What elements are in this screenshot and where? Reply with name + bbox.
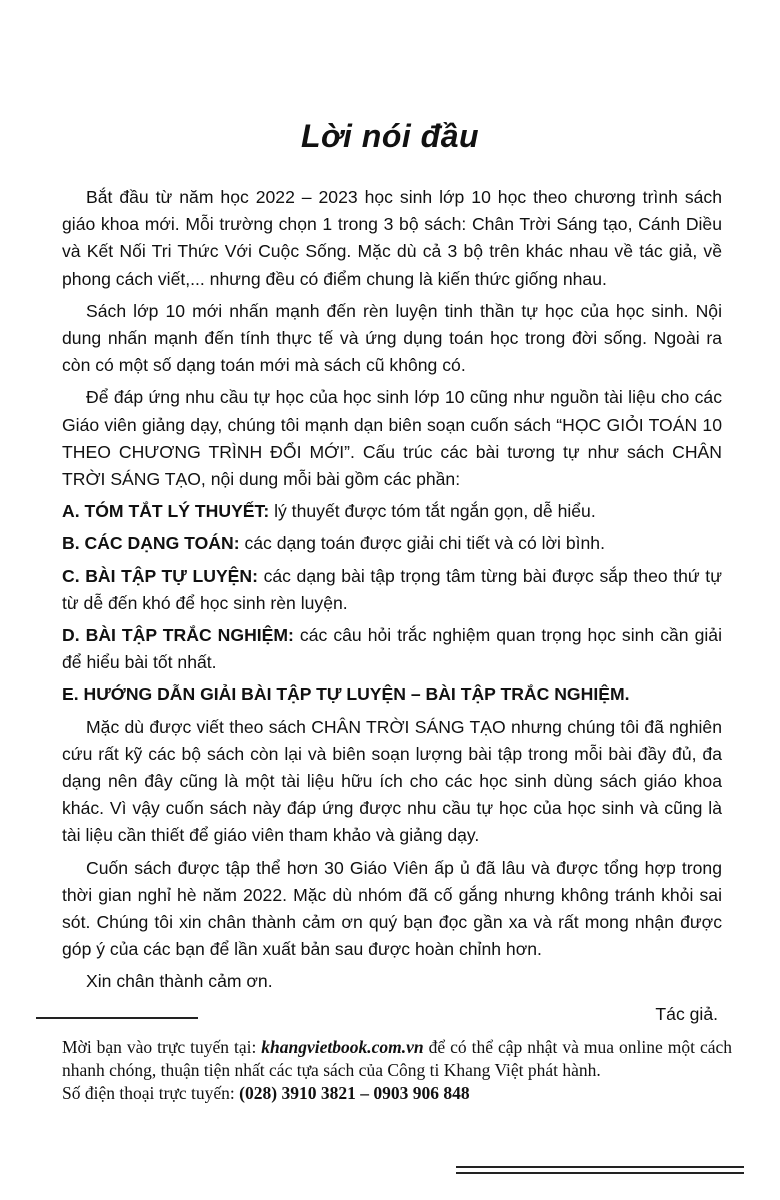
preface-body (62, 184, 722, 1045)
paragraph-acknowledgement: Cuốn sách được tập thể hơn 30 Giáo Viên ấp ủ đã lâu và được tổng hợp trong thời gian nghỉ hè năm 2022. Mặc dù nhóm đã cố gắng nhưng không tránh khỏi sai sót. Chúng tôi xin chân thành cảm ơn quý bạn đọc gần xa và rất mong nhận được góp ý của các bạn để lần xuất bản sau được hoàn chỉnh hơn. (62, 857, 722, 960)
paragraph-thanks: Xin chân thành cảm ơn. (86, 971, 273, 992)
phone-number: (028) 3910 3821 – 0903 906 848 (239, 1083, 470, 1103)
list-item-b (62, 530, 722, 557)
list-item-label: B. CÁC DẠNG TOÁN: (62, 533, 240, 554)
list-item-label: E. HƯỚNG DẪN GIẢI BÀI TẬP TỰ LUYỆN – BÀI TẬP TRẮC NGHIỆM. (62, 684, 630, 705)
paragraph-usefulness: Mặc dù được viết theo sách CHÂN TRỜI SÁNG TẠO nhưng chúng tôi đã nghiên cứu rất kỹ các bộ sách còn lại và biên soạn lượng bài tập trong mỗi bài đầy đủ, đa dạng nên đây cũng là một tài liệu hữu ích cho các học sinh dùng sách giáo khoa khác. Vì vậy cuốn sách này đáp ứng được nhu cầu tự học của học sinh và cũng là tài liệu cần thiết để giáo viên tham khảo và giảng dạy. (62, 716, 722, 846)
list-item-text: các dạng toán được giải chi tiết và có lời bình. (239, 533, 605, 554)
list-item-text: các câu hỏi trắc nghiệm quan trọng học sinh cần giải để hiểu bài tốt nhất. (62, 625, 722, 673)
list-item-label: D. BÀI TẬP TRẮC NGHIỆM: (62, 625, 294, 646)
footer-invite: Mời bạn vào trực tuyến tại: khangvietbook.com.vn để có thể cập nhật và mua online một cách nhanh chóng, thuận tiện nhất các tựa sách của Công ti Khang Việt phát hành. (62, 1037, 732, 1080)
paragraph-focus: Sách lớp 10 mới nhấn mạnh đến rèn luyện tinh thần tự học của học sinh. Nội dung nhấn mạnh đến tính thực tế và ứng dụng toán học trong đời sống. Ngoài ra còn có một số dạng toán mới mà sách cũ không có. (62, 300, 722, 376)
bottom-rule-2 (456, 1172, 744, 1174)
list-item-text: lý thuyết được tóm tắt ngắn gọn, dễ hiểu. (269, 501, 596, 522)
list-item-text: các dạng bài tập trọng tâm từng bài được sắp theo thứ tự từ dễ đến khó để học sinh rèn luyện. (62, 565, 722, 613)
footnote-divider (36, 1017, 198, 1019)
list-item-a (62, 498, 722, 525)
paragraph-purpose: Để đáp ứng nhu cầu tự học của học sinh lớp 10 cũng như nguồn tài liệu cho các Giáo viên giảng dạy, chúng tôi mạnh dạn biên soạn cuốn sách “HỌC GIỎI TOÁN 10 THEO CHƯƠNG TRÌNH ĐỔI MỚI”. Cấu trúc các bài tương tự như sách CHÂN TRỜI SÁNG TẠO, nội dung mỗi bài gồm các phần: (62, 387, 722, 490)
list-item-c (62, 563, 722, 617)
bottom-rule-1 (456, 1166, 744, 1168)
footer-phone: Số điện thoại trực tuyến: (028) 3910 3821 – 0903 906 848 (62, 1083, 470, 1103)
list-item-label: C. BÀI TẬP TỰ LUYỆN: (62, 565, 258, 586)
signature: Tác giả. (655, 1003, 718, 1024)
website-link[interactable]: khangvietbook.com.vn (261, 1037, 424, 1057)
list-item-label: A. TÓM TẮT LÝ THUYẾT: (62, 501, 270, 522)
list-item-e (62, 681, 722, 708)
paragraph-intro: Bắt đầu từ năm học 2022 – 2023 học sinh lớp 10 học theo chương trình sách giáo khoa mới. Mỗi trường chọn 1 trong 3 bộ sách: Chân Trời Sáng tạo, Cánh Diều và Kết Nối Tri Thức Với Cuộc Sống. Mặc dù cả 3 bộ trên khác nhau về tác giả, về phong cách viết,... nhưng đều có điểm chung là kiến thức giống nhau. (62, 187, 722, 289)
footer-note (62, 1036, 732, 1105)
page-title: Lời nói đầu (300, 118, 480, 154)
list-item-d (62, 622, 722, 676)
